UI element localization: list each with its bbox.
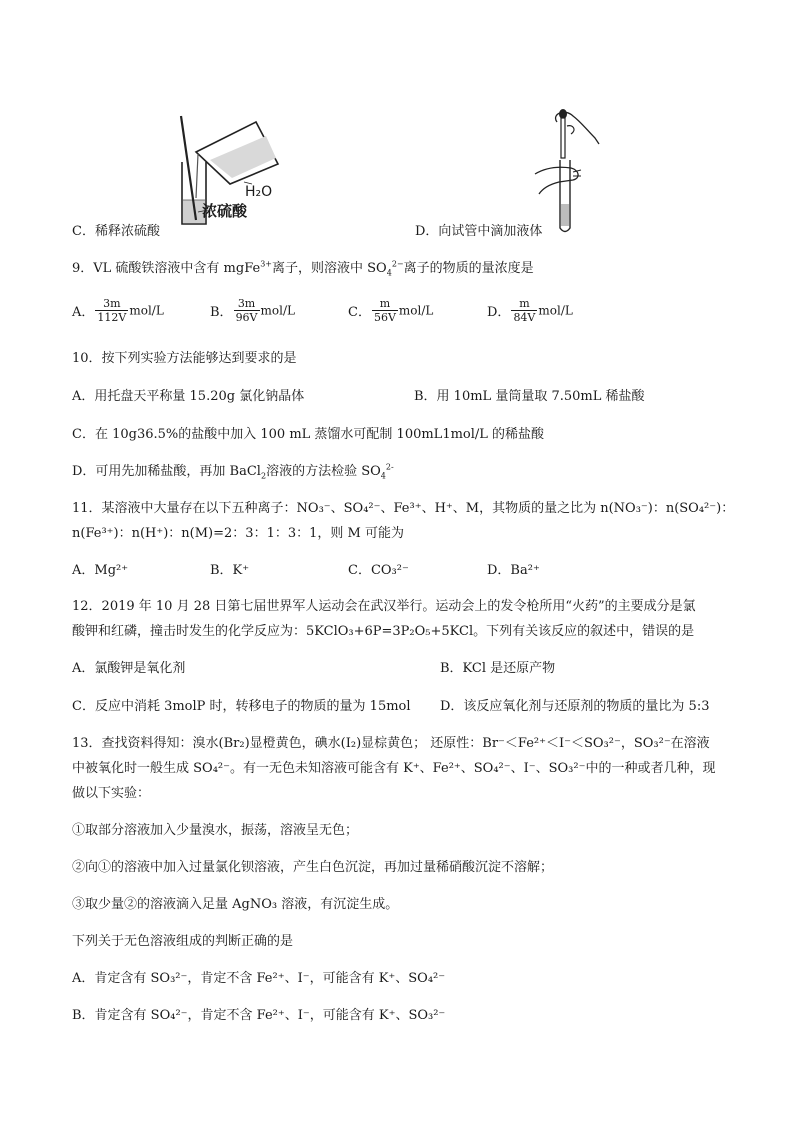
q11-option-b: B．K⁺ [210, 563, 250, 578]
q11-option-c: C．CO₃²⁻ [348, 563, 409, 578]
figure-d-caption: D．向试管中滴加液体 [415, 224, 543, 239]
q13-stem-line1: 13．查找资料得知：溴水(Br₂)显橙黄色，碘水(I₂)显棕黄色； 还原性：Br⁻＜Fe²⁺＜I⁻＜SO₃²⁻，SO₃²⁻在溶液 [72, 736, 710, 751]
q12-stem-line2: 酸钾和红磷，撞击时发生的化学反应为：5KClO₃+6P=3P₂O₅+5KCl。下列有关该反应的叙述中，错误的是 [72, 624, 695, 639]
q11-option-d: D．Ba²⁺ [487, 563, 540, 578]
q12-option-a: A．氯酸钾是氧化剂 [72, 661, 186, 676]
q13-option-a: A．肯定含有 SO₃²⁻，肯定不含 Fe²⁺、I⁻，可能含有 K⁺、SO₄²⁻ [72, 971, 446, 986]
q13-stem-line3: 做以下实验： [72, 786, 151, 801]
h2o-label: H₂O [245, 184, 273, 200]
q13-question: 下列关于无色溶液组成的判断正确的是 [72, 934, 294, 949]
q10-option-d: D．可用先加稀盐酸，再加 BaCl$_2$溶液的方法检验 $SO_4^{2-}$ [72, 462, 394, 481]
q13-step-2: ②向①的溶液中加入过量氯化钡溶液，产生白色沉淀，再加过量稀硝酸沉淀不溶解； [72, 860, 554, 875]
q9-option-a: A． $\frac{3m}{112V}$ mol/L [72, 297, 164, 324]
q10-option-b: B．用 10mL 量筒量取 7.50mL 稀盐酸 [414, 389, 645, 404]
concentrated-acid-label: 浓硫酸 [202, 202, 248, 220]
q10-option-c: C．在 10g36.5%的盐酸中加入 100 mL 蒸馏水可配制 100mL1mol/L 的稀盐酸 [72, 427, 545, 442]
q13-step-1: ①取部分溶液加入少量溴水，振荡，溶液呈无色； [72, 823, 359, 838]
q13-option-b: B．肯定含有 SO₄²⁻，肯定不含 Fe²⁺、I⁻，可能含有 K⁺、SO₃²⁻ [72, 1008, 446, 1023]
q9-option-b: B． $\frac{3m}{96V}$ mol/L [210, 297, 295, 324]
q9-option-c: C． $\frac{m}{56V}$ mol/L [348, 297, 434, 324]
q12-option-d: D．该反应氧化剂与还原剂的物质的量比为 5:3 [440, 699, 710, 714]
figure-c-caption: C．稀释浓硫酸 [72, 224, 160, 239]
q9-stem: 9．VL 硫酸铁溶液中含有 mgFe$^{3+}$离子，则溶液中 $SO_4^{2-}$离子的物质的量浓度是 [72, 259, 534, 278]
q12-option-b: B．KCl 是还原产物 [440, 661, 556, 676]
q10-option-a: A．用托盘天平称量 15.20g 氯化钠晶体 [72, 389, 305, 404]
q9-option-d: D． $\frac{m}{84V}$ mol/L [487, 297, 573, 324]
q13-step-3: ③取少量②的溶液滴入足量 AgNO₃ 溶液，有沉淀生成。 [72, 897, 399, 912]
q13-stem-line2: 中被氧化时一般生成 SO₄²⁻。有一无色未知溶液可能含有 K⁺、Fe²⁺、SO₄²⁻、I⁻、SO₃²⁻中的一种或者几种，现 [72, 761, 716, 776]
q10-stem: 10．按下列实验方法能够达到要求的是 [72, 351, 297, 366]
q12-option-c: C．反应中消耗 3molP 时，转移电子的物质的量为 15mol [72, 699, 411, 714]
q11-stem-line1: 11．某溶液中大量存在以下五种离子：NO₃⁻、SO₄²⁻、Fe³⁺、H⁺、M，其物质的量之比为 n(NO₃⁻)：n(SO₄²⁻)： [72, 501, 735, 516]
q11-stem-line2: n(Fe³⁺)：n(H⁺)：n(M)=2：3：1：3：1，则 M 可能为 [72, 526, 404, 541]
q11-option-a: A．Mg²⁺ [72, 563, 129, 578]
q12-stem-line1: 12．2019 年 10 月 28 日第七届世界军人运动会在武汉举行。运动会上的发令枪所用“火药”的主要成分是氯 [72, 599, 696, 614]
dropper-figure [525, 104, 615, 236]
